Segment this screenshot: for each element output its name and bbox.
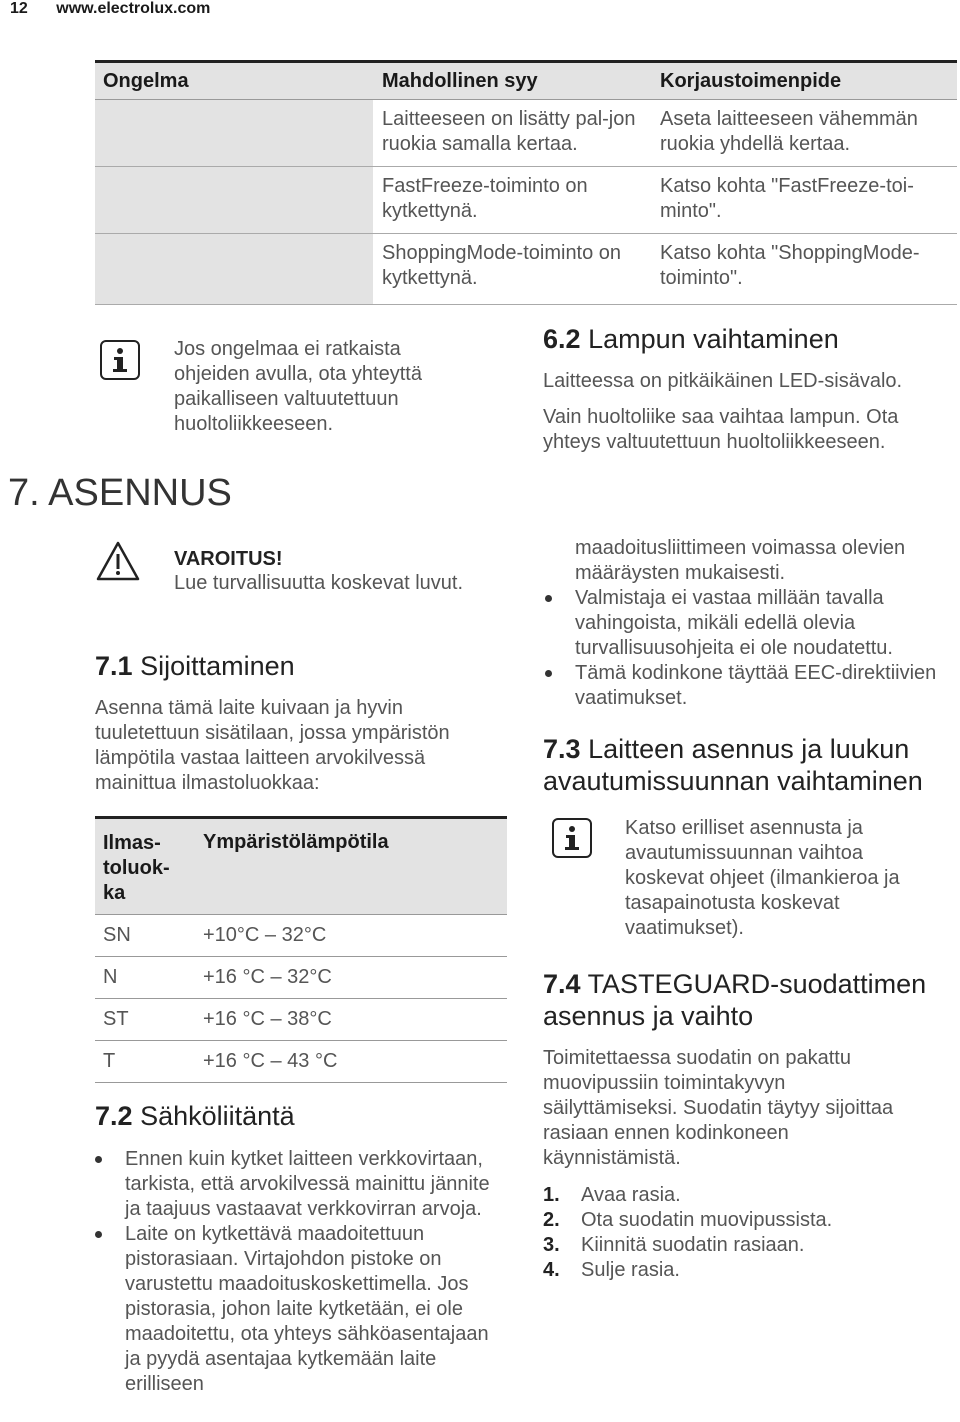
list-item: Laite on kytkettävä maadoitettuun pistorasiaan. Virtajohdon pistoke on varustettu maadoituskoskettimella. Jos pistorasia, johon laite kytketään, ei ole maadoitettu, ota yhteys sähköasentajaan ja pyydä asentajaa kytkemään laite erilliseen bbox=[95, 1222, 505, 1397]
placement-heading-title: Sijoittaminen bbox=[140, 651, 295, 681]
info-icon bbox=[552, 818, 592, 858]
cause-cell: FastFreeze-toiminto on kytkettynä. bbox=[382, 175, 588, 222]
problem-cell bbox=[95, 100, 373, 166]
filter-heading bbox=[543, 968, 960, 1032]
cause-cell: ShoppingMode-toiminto on kytkettynä. bbox=[382, 242, 622, 289]
table-row bbox=[95, 234, 957, 305]
lamp-paragraph-2: Vain huoltoliike saa vaihtaa lampun. Ota yhteys valtuutettuun huoltoliikkeeseen. bbox=[543, 406, 899, 453]
table-row bbox=[95, 999, 507, 1041]
section-title: 7. ASENNUS bbox=[8, 472, 232, 514]
header-ambient-temp: Ympäristölämpötila bbox=[203, 831, 389, 853]
list-item: Tämä kodinkone täyttää EEC-direktiivien vaatimukset. bbox=[545, 661, 945, 711]
placement-heading bbox=[95, 650, 295, 682]
warning-block bbox=[174, 548, 464, 596]
table-row bbox=[95, 100, 957, 167]
warning-icon bbox=[95, 540, 141, 587]
header-cause: Mahdollinen syy bbox=[382, 70, 538, 92]
climate-class-table bbox=[95, 816, 507, 1083]
electric-continued-text: maadoitusliittimeen voimassa olevien määräysten mukaisesti. bbox=[575, 537, 906, 584]
remedy-cell: Katso kohta "ShoppingMode-toiminto". bbox=[660, 242, 920, 289]
temperature-range: +10°C – 32°C bbox=[203, 924, 327, 946]
door-note: Katso erilliset asennusta ja avautumissuunnan vaihtoa koskevat ohjeet (ilmankieroa ja tasapainotusta koskevat vaatimukset). bbox=[625, 817, 900, 939]
door-heading bbox=[543, 733, 943, 797]
door-heading-title: Laitteen asennus ja luukun avautumissuunnan vaihtaminen bbox=[543, 734, 923, 796]
table-row bbox=[95, 957, 507, 999]
header-climate-class: Ilmas-toluok-ka bbox=[103, 832, 170, 904]
table-row bbox=[95, 915, 507, 957]
temperature-range: +16 °C – 43 °C bbox=[203, 1050, 338, 1072]
info-icon bbox=[100, 340, 140, 380]
temperature-range: +16 °C – 38°C bbox=[203, 1008, 332, 1030]
remedy-cell: Katso kohta "FastFreeze-toi-minto". bbox=[660, 175, 914, 222]
filter-heading-number: 7.4 bbox=[543, 969, 581, 999]
filter-steps-list bbox=[543, 1183, 923, 1283]
placement-heading-number: 7.1 bbox=[95, 651, 133, 681]
climate-class: N bbox=[103, 966, 118, 988]
header-problem: Ongelma bbox=[103, 70, 189, 92]
warning-title: VAROITUS! bbox=[174, 548, 283, 570]
list-item: 4. Sulje rasia. bbox=[543, 1259, 680, 1281]
lamp-heading-number: 6.2 bbox=[543, 324, 581, 354]
placement-paragraph: Asenna tämä laite kuivaan ja hyvin tuuletettuun sisätilaan, jossa ympäristön lämpötila vastaa laitteen arvokilvessä mainittua ilmastoluokkaa: bbox=[95, 697, 450, 794]
filter-heading-title: TASTEGUARD-suodattimen asennus ja vaihto bbox=[543, 969, 927, 1031]
list-item: Valmistaja ei vastaa millään tavalla vahingoista, mikäli edellä olevia turvallisuusohjeita ei ole noudatettu. bbox=[545, 586, 945, 661]
table-header bbox=[95, 816, 507, 915]
table-header bbox=[95, 60, 957, 100]
warning-text: Lue turvallisuutta koskevat luvut. bbox=[174, 572, 464, 594]
climate-class: T bbox=[103, 1050, 116, 1072]
troubleshooting-table bbox=[95, 60, 957, 305]
electric-bullet-list-continued bbox=[545, 586, 945, 711]
list-item: 1. Avaa rasia. bbox=[543, 1184, 681, 1206]
filter-paragraph: Toimitettaessa suodatin on pakattu muovipussiin toimintakyvyn säilyttämiseksi. Suodatin täytyy sijoittaa rasiaan ennen kodinkoneen käynnistämistä. bbox=[543, 1047, 894, 1169]
lamp-heading bbox=[543, 323, 839, 355]
table-row bbox=[95, 1041, 507, 1083]
lamp-paragraph-1: Laitteessa on pitkäikäinen LED-sisävalo. bbox=[543, 370, 903, 392]
table-row bbox=[95, 167, 957, 234]
door-heading-number: 7.3 bbox=[543, 734, 581, 764]
electric-heading-number: 7.2 bbox=[95, 1101, 133, 1131]
remedy-cell: Aseta laitteeseen vähemmän ruokia yhdellä kertaa. bbox=[660, 108, 918, 155]
climate-class: ST bbox=[103, 1008, 129, 1030]
list-item: 3. Kiinnitä suodatin rasiaan. bbox=[543, 1234, 805, 1256]
climate-class: SN bbox=[103, 924, 131, 946]
list-item: Ennen kuin kytket laitteen verkkovirtaan, tarkista, että arvokilvessä mainittu jännite ja taajuus vastaavat verkkovirran arvoja. bbox=[95, 1147, 505, 1222]
temperature-range: +16 °C – 32°C bbox=[203, 966, 332, 988]
page-number: 12 bbox=[10, 0, 28, 17]
list-item: 2. Ota suodatin muovipussista. bbox=[543, 1209, 833, 1231]
electric-heading-title: Sähköliitäntä bbox=[140, 1101, 295, 1131]
service-note: Jos ongelmaa ei ratkaista ohjeiden avulla, ota yhteyttä paikalliseen valtuutettuun huoltoliikkeeseen. bbox=[174, 338, 422, 435]
website-link[interactable]: www.electrolux.com bbox=[56, 0, 211, 17]
electric-heading bbox=[95, 1100, 295, 1132]
problem-cell bbox=[95, 234, 373, 304]
cause-cell: Laitteeseen on lisätty pal-jon ruokia samalla kertaa. bbox=[382, 108, 636, 155]
lamp-heading-title: Lampun vaihtaminen bbox=[588, 324, 839, 354]
page-header bbox=[10, 0, 234, 18]
header-remedy: Korjaustoimenpide bbox=[660, 70, 842, 92]
problem-cell bbox=[95, 167, 373, 233]
electric-bullet-list bbox=[95, 1147, 505, 1397]
